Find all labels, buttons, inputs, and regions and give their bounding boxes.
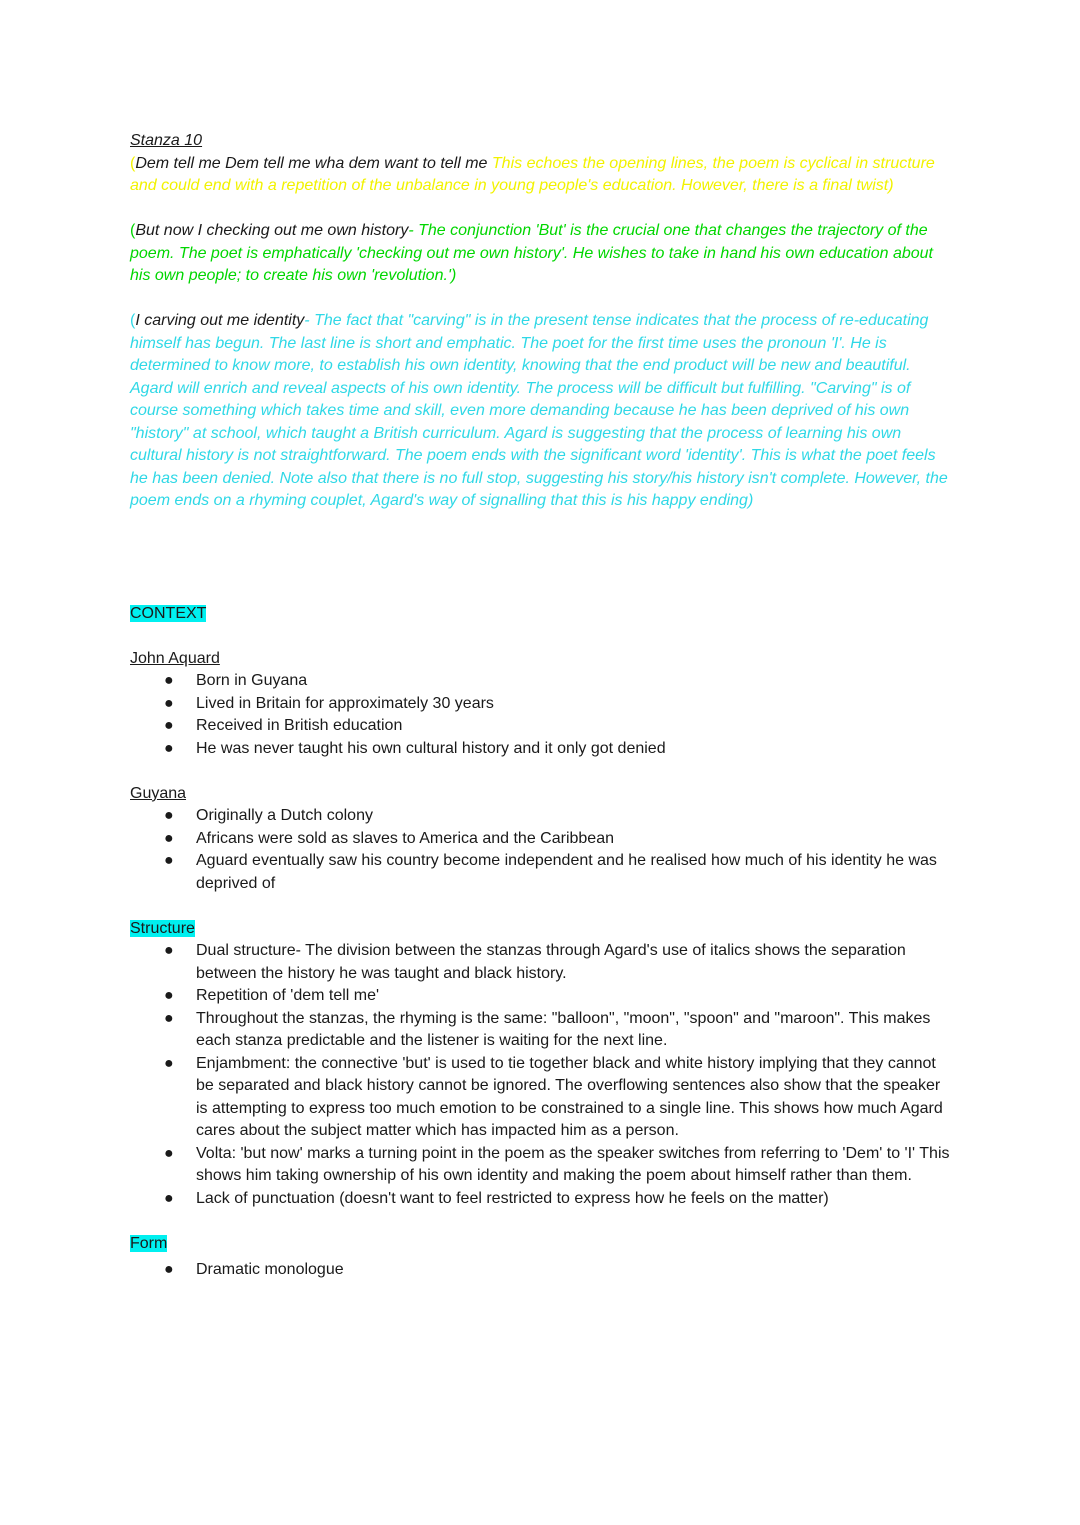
stanza-heading: Stanza 10 <box>130 132 203 149</box>
bullet-icon: ● <box>164 1144 174 1162</box>
structure-section <box>130 918 950 941</box>
list-item: ● Dual structure- The division between the stanzas through Agard's use of italics shows the separation between the history he was taught and black history. <box>164 942 906 982</box>
list-item: ● Originally a Dutch colony <box>130 805 950 828</box>
block2-comment: - The conjunction 'But' is the crucial one that changes the trajectory of the poem. The poet is emphatically 'checking out me own history'. He wishes to take in hand his own education about his own people; to create his own 'revolution.') <box>130 222 933 284</box>
bullet-icon: ● <box>164 672 174 689</box>
list-item: ● Aguard eventually saw his country become independent and he realised how much of his identity he was deprived of <box>164 852 937 892</box>
context-section <box>130 603 950 626</box>
list-item: ● He was never taught his own cultural history and it only got denied <box>130 738 950 761</box>
list-item: ● Volta: 'but now' marks a turning point in the poem as the speaker switches from referring to 'Dem' to 'I' This shows him taking ownership of his own identity and making the poem about himself rather than them. <box>164 1144 950 1184</box>
structure-list <box>130 940 950 1210</box>
list-item: ● Enjambment: the connective 'but' is used to tie together black and white history implying that they cannot be separated and black history cannot be ignored. The overflowing sentences also show that the speaker is attempting to express too much emotion to be constrained to a single line. This shows how much Agard cares about the subject matter which has impacted him as a person. <box>164 1054 943 1139</box>
bullet-icon: ● <box>164 807 174 824</box>
list-item: ● Born in Guyana <box>130 670 950 693</box>
block3-quote: I carving out me identity <box>135 312 305 329</box>
list-item: ● Lack of punctuation (doesn't want to feel restricted to express how he feels on the matter) <box>130 1188 950 1211</box>
bullet-icon: ● <box>164 829 174 847</box>
bullet-icon: ● <box>164 717 174 734</box>
block1-comment: This echoes the opening lines, the poem is cyclical in structure and could end with a repetition of the unbalance in young people's education. However, there is a final twist) <box>130 154 935 194</box>
list-item: ● Dramatic monologue <box>130 1259 950 1282</box>
block2-open: ( <box>130 222 136 239</box>
block1-quote: Dem tell me Dem tell me wha dem want to tell me <box>135 154 488 172</box>
context-heading: CONTEXT <box>130 604 207 622</box>
bullet-icon: ● <box>164 942 174 959</box>
block2-quote: But now I checking out me own history <box>135 222 409 239</box>
stanza-block-3 <box>130 310 950 513</box>
document-page <box>130 130 950 1282</box>
bullet-icon: ● <box>164 852 174 869</box>
block3-open: ( <box>130 312 136 329</box>
form-section <box>130 1233 950 1256</box>
list-item: ● Lived in Britain for approximately 30 years <box>130 693 950 716</box>
form-heading: Form <box>130 1234 168 1252</box>
bullet-icon: ● <box>164 1261 174 1278</box>
block3-comment: - The fact that "carving" is in the present tense indicates that the process of re-educating himself has begun. The last line is short and emphatic. The poet for the first time uses the pronoun 'I'. He is determined to know more, to establish his own identity, knowing that the end product will be new and beautiful. Agard will enrich and reveal aspects of his own identity. The process will be difficult but fulfilling. "Carving" is of course something which takes time and skill, even more demanding because he has been deprived of his own "history" at school, which taught a British curriculum. Agard is suggesting that the process of learning his own cultural history is not straightforward. The poem ends with the significant word 'identity'. This is what the poet feels he has been denied. Note also that there is no full stop, suggesting his story/his history isn't complete. However, the poem ends on a rhyming couplet, Agard's way of signalling that this is his happy ending) <box>130 312 948 509</box>
list-item: ● Africans were sold as slaves to America and the Caribbean <box>130 828 950 851</box>
list-item: ● Repetition of 'dem tell me' <box>130 985 950 1008</box>
bullet-icon: ● <box>164 1009 174 1027</box>
structure-heading: Structure <box>130 919 195 937</box>
bullet-icon: ● <box>164 1054 174 1072</box>
stanza-block-2 <box>130 220 950 288</box>
guyana-list <box>130 805 950 895</box>
stanza-block-1 <box>130 153 950 198</box>
bullet-icon: ● <box>164 694 174 712</box>
block1-open: ( <box>130 154 136 172</box>
list-item: ● Throughout the stanzas, the rhyming is the same: "balloon", "moon", "spoon" and "maroon". This makes each stanza predictable and the listener is waiting for the next line. <box>164 1009 931 1049</box>
list-item: ● Received in British education <box>130 715 950 738</box>
bullet-icon: ● <box>164 739 174 757</box>
bullet-icon: ● <box>164 1189 174 1207</box>
john-heading: John Aquard <box>130 649 220 667</box>
john-list <box>130 670 950 760</box>
form-list <box>130 1259 950 1282</box>
guyana-heading: Guyana <box>130 784 187 802</box>
bullet-icon: ● <box>164 987 174 1004</box>
